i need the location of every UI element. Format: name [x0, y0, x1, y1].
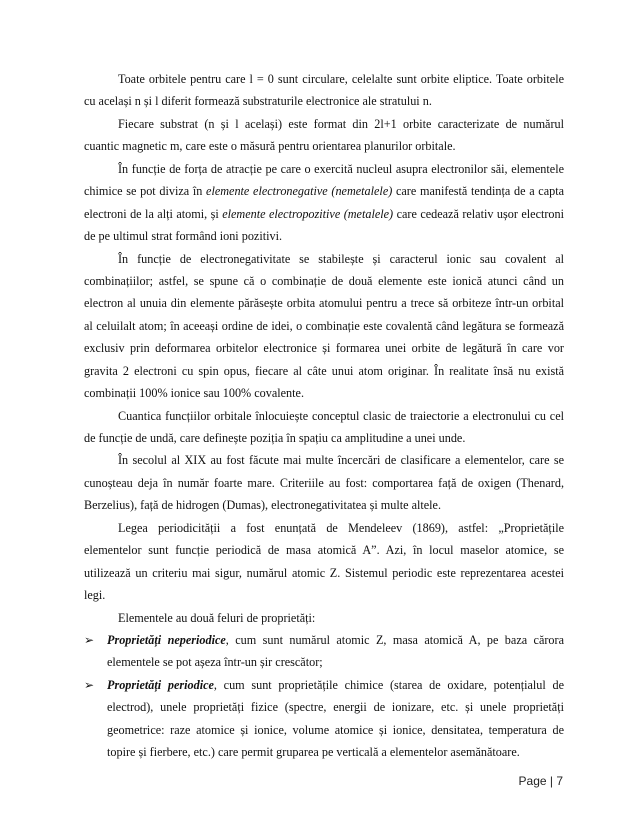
p4-line-1: În funcție de electronegativitate se stabilește și caracterul ionic sau covalent al — [118, 251, 564, 266]
p7-line-4: legi. — [84, 588, 106, 603]
p4-line-3: electron al unuia din elemente părăsește orbita atomului pentru a trece să orbiteze într-un orbital — [84, 296, 564, 311]
bullet-1-text: , cum sunt numărul atomic Z, masa atomică A, pe baza cărora — [225, 632, 564, 647]
bullet-2-term: Proprietăți periodice — [107, 677, 214, 692]
p7-line-1: Legea periodicității a fost enunțată de Mendeleev (1869), astfel: „Proprietățile — [118, 520, 564, 535]
p6-line-1: În secolul al XIX au fost făcute mai multe încercări de clasificare a elementelor, care se — [118, 453, 564, 468]
p4-line-4: al celuilalt atom; în aceeași ordine de idei, o combinație este covalentă când legătura se formează — [84, 318, 564, 333]
italic-term-electropositive: elemente electropozitive (metalele) — [222, 206, 394, 221]
bullet-2-line-2: electrod), unele proprietăți fizice (spectre, energii de ionizare, etc. și unele proprietăți — [107, 700, 564, 715]
p7-line-2: elementelor sunt funcție periodică de masa atomică A”. Azi, în locul maselor atomice, se — [84, 543, 564, 558]
p1-line-2: cu același n și l diferit formează substraturile electronice ale stratului n. — [84, 94, 432, 109]
arrow-bullet-icon: ➢ — [84, 632, 95, 647]
p3-line-3 — [84, 203, 564, 225]
p3-line-4: de pe ultimul strat formând ioni pozitivi. — [84, 229, 283, 244]
bullet-2-line-1 — [84, 674, 564, 696]
p3-text: care cedează relativ ușor electroni — [393, 206, 564, 221]
arrow-bullet-icon: ➢ — [84, 677, 95, 692]
bullet-1-term: Proprietăți neperiodice — [107, 632, 226, 647]
p4-line-2: combinațiilor; astfel, se spune că o combinație de două elemente este ionică atunci când un — [84, 273, 564, 288]
p2-line-1: Fiecare substrat (n și l același) este format din 2l+1 orbite caracterizate de numărul — [118, 116, 564, 131]
bullet-2-line-4: topire și fierbere, etc.) care permit gruparea pe verticală a elementelor asemănătoare. — [107, 745, 520, 760]
p1-line-1: Toate orbitele pentru care l = 0 sunt circulare, celelalte sunt orbite eliptice. Toate orbitele — [118, 72, 564, 86]
p6-line-2: cunoșteau deja în număr foarte mare. Criteriile au fost: comportarea față de oxigen (Thenard, — [84, 475, 564, 490]
p5-line-1: Cuantica funcțiilor orbitale înlocuiește conceptul clasic de traiectorie a electronului cu cel — [118, 408, 564, 423]
bullet-1-line-2: elementele se pot așeza într-un șir crescător; — [107, 655, 323, 670]
p3-text: electroni de la alți atomi, și — [84, 206, 223, 221]
p4-line-5: exclusiv prin deformarea orbitelor electronice și formarea unei orbite de legătură în care vor — [84, 341, 564, 356]
p6-line-3: Berzelius), față de hidrogen (Dumas), electronegativitatea și multe altele. — [84, 498, 442, 513]
p3-text: care manifestă tendința de a capta — [392, 184, 564, 199]
p5-line-2: de funcție de undă, care definește poziția în spațiu ca amplitudine a unei unde. — [84, 431, 466, 445]
italic-term-electronegative: elemente electronegative (nemetalele) — [206, 184, 393, 199]
bullet-1-line-1 — [84, 629, 564, 651]
p4-line-7: combinații 100% ionice sau 100% covalente. — [84, 386, 304, 401]
p2-line-2: cuantic magnetic m, care este o măsură pentru orientarea planurilor orbitale. — [84, 139, 456, 154]
body-text — [84, 68, 564, 764]
p3-line-2 — [84, 180, 564, 202]
bullet-2-line-3: geometrice: raze atomice și ionice, volume atomice și ionice, densitatea, temperatura de — [107, 722, 564, 737]
p3-text: chimice se pot diviza în — [84, 184, 207, 199]
p8-line-1: Elementele au două feluri de proprietăți: — [118, 610, 316, 625]
p3-line-1: În funcție de forța de atracție pe care o exercită nucleul asupra electronilor săi, elementele — [118, 161, 564, 176]
p4-line-6: gravita 2 electroni cu spin opus, fiecare al câte unui atom originar. În realitate însă nu există — [84, 363, 564, 378]
bullet-2-text: , cum sunt proprietățile chimice (starea de oxidare, potențialul de — [213, 677, 564, 692]
page-number: Page | 7 — [518, 774, 563, 788]
p7-line-3: utilizează un criteriu mai sigur, numărul atomic Z. Sistemul periodic este reprezentarea acestei — [84, 565, 564, 580]
